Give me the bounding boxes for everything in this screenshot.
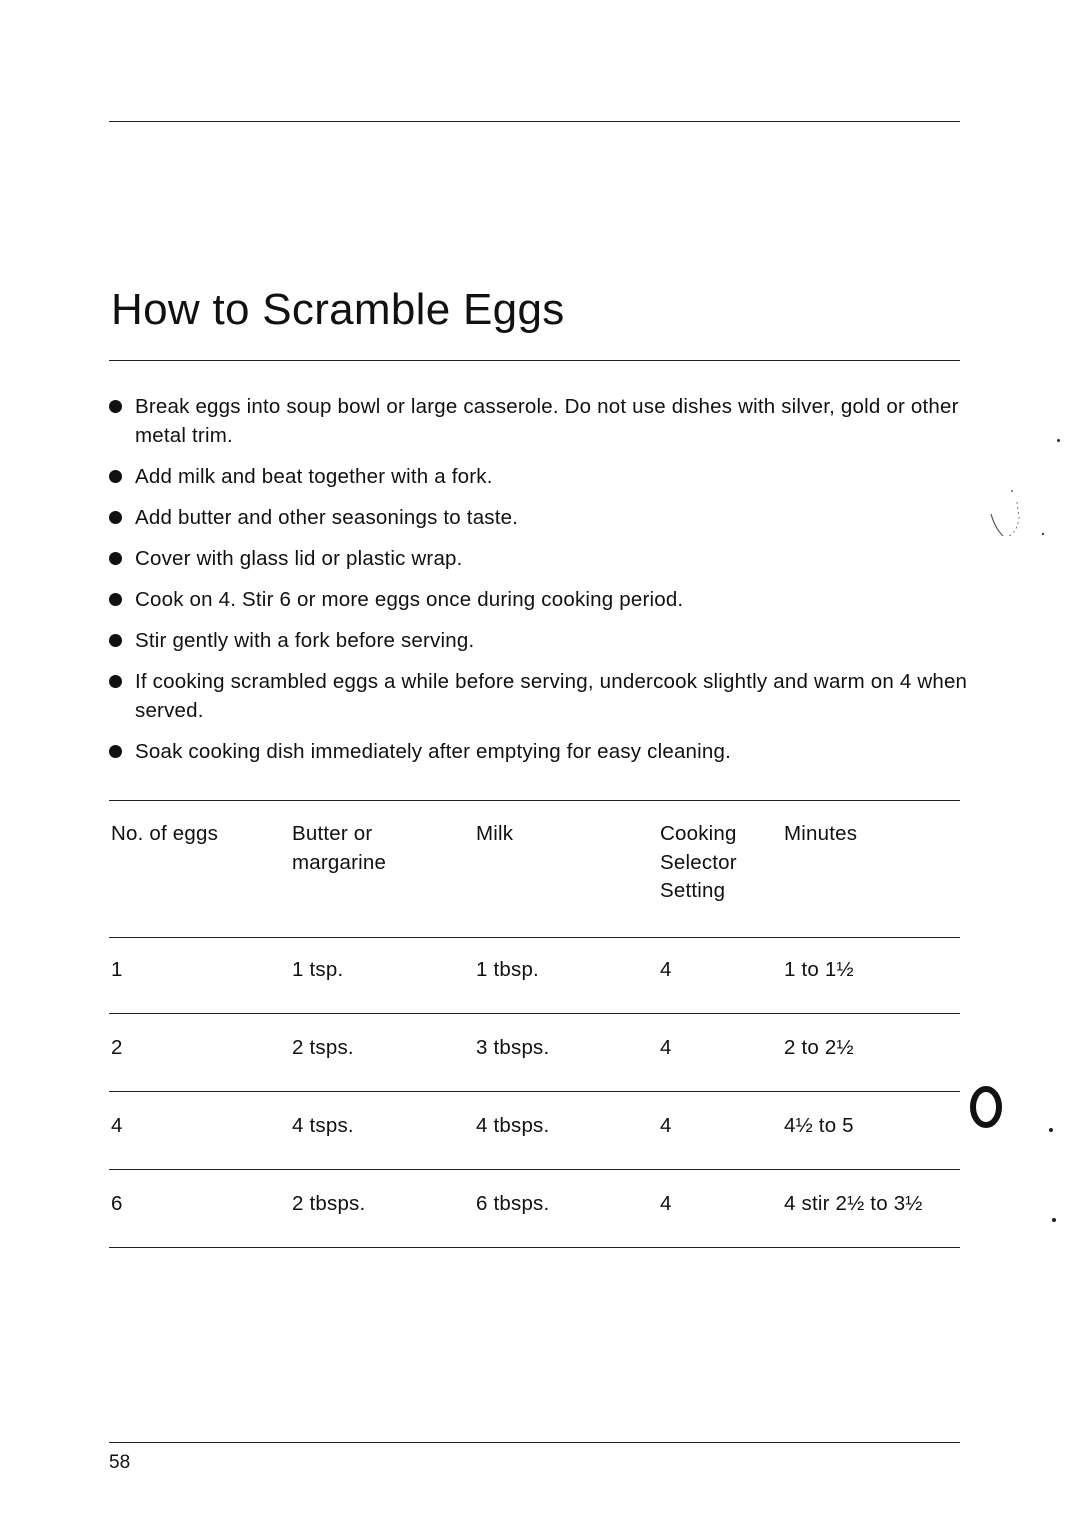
bullet-icon: [109, 634, 122, 647]
header-no-of-eggs: No. of eggs: [111, 822, 219, 845]
scan-speck-icon: [1049, 1128, 1053, 1132]
list-item: [109, 503, 979, 532]
header-milk: Milk: [476, 822, 514, 845]
binder-ring-mark-icon: [966, 1082, 1010, 1132]
instruction-text: Soak cooking dish immediately after emptying for easy cleaning.: [135, 740, 732, 763]
cell-eggs: 4: [111, 1114, 123, 1137]
list-item: [109, 544, 979, 573]
cell-butter: 2 tbsps.: [292, 1192, 366, 1215]
cell-minutes: 1 to 1½: [784, 958, 854, 981]
bullet-icon: [109, 400, 122, 413]
list-item: [109, 737, 979, 766]
instructions-list: [109, 392, 979, 766]
list-item: [109, 462, 979, 491]
cell-setting: 4: [660, 1036, 672, 1059]
cell-eggs: 2: [111, 1036, 123, 1059]
instruction-text: Add butter and other seasonings to taste.: [135, 506, 519, 529]
cell-milk: 6 tbsps.: [476, 1192, 550, 1215]
header-minutes: Minutes: [784, 822, 858, 845]
table-header-rule: [109, 937, 960, 938]
header-butter: Butter or margarine: [292, 822, 387, 874]
cell-eggs: 6: [111, 1192, 123, 1215]
list-item: [109, 667, 979, 725]
cell-butter: 2 tsps.: [292, 1036, 354, 1059]
footer-rule: [109, 1442, 960, 1443]
cell-setting: 4: [660, 958, 672, 981]
scan-speck-icon: [1057, 439, 1060, 442]
cell-butter: 4 tsps.: [292, 1114, 354, 1137]
top-rule: [109, 121, 960, 122]
instruction-text: Add milk and beat together with a fork.: [135, 465, 493, 488]
bullet-icon: [109, 511, 122, 524]
cell-setting: 4: [660, 1192, 672, 1215]
instruction-text: Stir gently with a fork before serving.: [135, 629, 475, 652]
list-item: [109, 392, 979, 450]
title-underline: [109, 360, 960, 361]
bullet-icon: [109, 470, 122, 483]
table-row-rule: [109, 1091, 960, 1092]
table-row-rule: [109, 1013, 960, 1014]
bullet-icon: [109, 675, 122, 688]
cell-butter: 1 tsp.: [292, 958, 344, 981]
list-item: [109, 626, 979, 655]
table-top-rule: [109, 800, 960, 801]
scan-speck-icon: [985, 488, 1045, 538]
cell-minutes: 4 stir 2½ to 3½: [784, 1192, 923, 1215]
cell-milk: 4 tbsps.: [476, 1114, 550, 1137]
bullet-icon: [109, 745, 122, 758]
page-title: How to Scramble Eggs: [111, 285, 565, 334]
page-number: 58: [109, 1452, 131, 1473]
cell-minutes: 4½ to 5: [784, 1114, 854, 1137]
cell-milk: 1 tbsp.: [476, 958, 539, 981]
cell-minutes: 2 to 2½: [784, 1036, 854, 1059]
instruction-text: Cook on 4. Stir 6 or more eggs once during cooking period.: [135, 588, 684, 611]
instruction-text: Cover with glass lid or plastic wrap.: [135, 547, 463, 570]
cell-milk: 3 tbsps.: [476, 1036, 550, 1059]
table-row-rule: [109, 1169, 960, 1170]
instruction-text: If cooking scrambled eggs a while before serving, undercook slightly and warm on 4 when served.: [135, 670, 968, 722]
bullet-icon: [109, 552, 122, 565]
scan-speck-icon: [1052, 1218, 1056, 1222]
list-item: [109, 585, 979, 614]
bullet-icon: [109, 593, 122, 606]
cell-setting: 4: [660, 1114, 672, 1137]
header-setting: Cooking Selector Setting: [660, 822, 737, 902]
instruction-text: Break eggs into soup bowl or large casserole. Do not use dishes with silver, gold or other metal trim.: [135, 395, 959, 447]
cell-eggs: 1: [111, 958, 123, 981]
table-bottom-rule: [109, 1247, 960, 1248]
